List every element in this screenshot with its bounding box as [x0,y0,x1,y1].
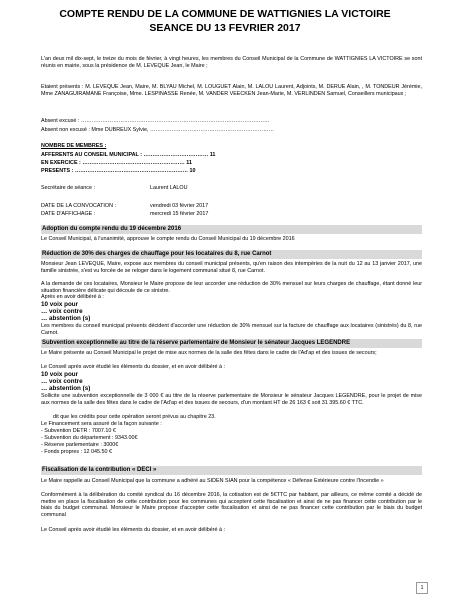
secretary-value: Laurent LALOU [150,185,188,191]
subvention-vote-pour: 10 voix pour [41,371,79,378]
convocation-value: vendredi 03 février 2017 [150,203,209,209]
chauffage-vote-pour: 10 voix pour [41,301,79,308]
deci-paragraph-2: Conformément à la délibération du comité syndical du 16 décembre 2016, la cotisation est de 5€TTC par habitant, par ailleurs, ce même comité a décidé de mettre en place la fiscalisation de cette contribution pour les communes qui acceptent cette fiscalisation et ainsi de ne pas financer cette contribution par le biais du budget communal. Monsieur le Maire propose d'accepter cette fiscalisation et ainsi de ne pas financer cette contribution par le biais du budget communal [41,492,422,519]
subvention-vote-contre: … voix contre [41,378,83,385]
members-presents: PRESENTS : ……………………………………………………… 10 [41,168,196,174]
chauffage-vote-contre: … voix contre [41,308,83,315]
chauffage-decision: Les membres du conseil municipal présents décident d'accorder une réduction de 30% mensuel sur la facture de chauffage aux locataires (sinistrés) du 8, rue Carnot. [41,323,422,336]
subvention-request: Sollicite une subvention exceptionnelle de 3 000 € au titre de la réserve parlementaire de Monsieur le sénateur Jacques LEGENDRE, pour le projet de mise aux normes de la salle des fêtes dans le cadre de l'Ad'ap et des issues de secours, d'un montant HT de 26 163 € soit 31 395.60 € TTC. [41,393,422,406]
absent-not-excused: Absent non excusé : Mme DUBREUX Sylvie, …………………………………………………………… [41,127,275,133]
financement-fonds-propres: - Fonds propres : 12 045.50 € [41,449,113,455]
section-adoption-text: Le Conseil Municipal, à l'unanimité, approuve le compte rendu du Conseil Municipal du 19 décembre 2016 [41,236,295,242]
chauffage-vote-abstention: … abstention (s) [41,315,91,322]
deci-paragraph-1: Le Maire rappelle au Conseil Municipal que la commune a adhéré au SIDEN SIAN pour la compétence « Défense Extérieure contre l'Incendie » [41,478,384,484]
financement-detr: - Subvention DETR : 7007.10 € [41,428,116,434]
document-title: COMPTE RENDU DE LA COMMUNE DE WATTIGNIES LA VICTOIRE [59,8,391,20]
attendance-paragraph: Etaient présents : M. LEVEQUE Jean, Maire, M. BLYAU Michel, M. LOUGUET Alain, M. LALOU Laurent, Adjoints, M. DERUE Alain, , M. TONDEUR Jérémie, Mme ZANAGUIRAMANE Françoise, Mme. LESPINASSE Renée, M. VANDER VEECKEN Jean-Marie, M. VERLINDEN Samuel, Conseillers municipaux ; [41,84,422,97]
affichage-value: mercredi 15 février 2017 [150,211,209,217]
section-heading-deci: Fiscalisation de la contribution « DECI » [41,466,422,475]
members-afferents: AFFERENTS AU CONSEIL MUNICIPAL : ……………………………… 11 [41,152,216,158]
chauffage-paragraph-1: Monsieur Jean LEVEQUE, Maire, expose aux membres du conseil municipal présents, qu'en raison des intempéries de la nuit du 12 au 13 janvier 2017, une famille sinistrée, s'est vu forcée de se reloger dans le logement communal situé 8, rue Carnot. [41,261,422,274]
section-heading-adoption: Adoption du compte rendu du 19 décembre 2016 [41,225,422,234]
section-heading-chauffage: Réduction de 30% des charges de chauffage pour les locataires du 8, rue Carnot [41,250,422,259]
subvention-vote-abstention: … abstention (s) [41,385,91,392]
affichage-label: DATE D'AFFICHAGE : [41,211,96,217]
members-heading: NOMBRE DE MEMBRES : [41,143,107,149]
chauffage-deliberation: Après en avoir délibéré à : [41,294,104,300]
section-heading-subvention: Subvention exceptionnelle au titre de la réserve parlementaire de Monsieur le sénateur Jacques LEGENDRE [41,339,422,348]
subvention-deliberation: Le Conseil après avoir étudié les éléments du dossier, et en avoir délibéré à : [41,364,225,370]
document-subtitle: SEANCE DU 13 FEVRIER 2017 [149,22,301,34]
page-number: 1 [416,582,428,594]
subvention-financement: Le Financement sera assuré de la façon suivante : [41,421,162,427]
intro-paragraph: L'an deux mil dix-sept, le treize du mois de février, à vingt heures, les membres du Conseil Municipal de la Commune de WATTIGNIES LA VICTOIRE se sont réunis en mairie, sous la présidence de M. LEVEQUE Jean, le Maire ; [41,56,422,69]
convocation-label: DATE DE LA CONVOCATION : [41,203,116,209]
absent-excused: Absent excusé : …………………………………………………………………………………………… [41,118,270,124]
subvention-paragraph-1: Le Maire présente au Conseil Municipal le projet de mise aux normes de la salle des fêtes dans le cadre de l'Ad'ap et des issues de secours; [41,350,377,356]
secretary-label: Secrétaire de séance : [41,185,95,191]
financement-departement: - Subvention du département : 9343.00€ [41,435,138,441]
deci-deliberation: Le Conseil après avoir étudié les éléments du dossier, et en avoir délibéré à : [41,527,225,533]
subvention-credits: dit que les crédits pour cette opération seront prévus au chapitre 23. [53,414,216,420]
financement-reserve: - Réserve parlementaire : 3000€ [41,442,119,448]
members-exercice: EN EXERCICE : ………………………………………………… 11 [41,160,192,166]
chauffage-paragraph-2: A la demande de ces locataires, Monsieur le Maire propose de leur accorder une réduction de 30% mensuel sur leurs charges de chauffage, étant donné leur situation financière délicate qui découle de ce sinistre. [41,281,422,294]
